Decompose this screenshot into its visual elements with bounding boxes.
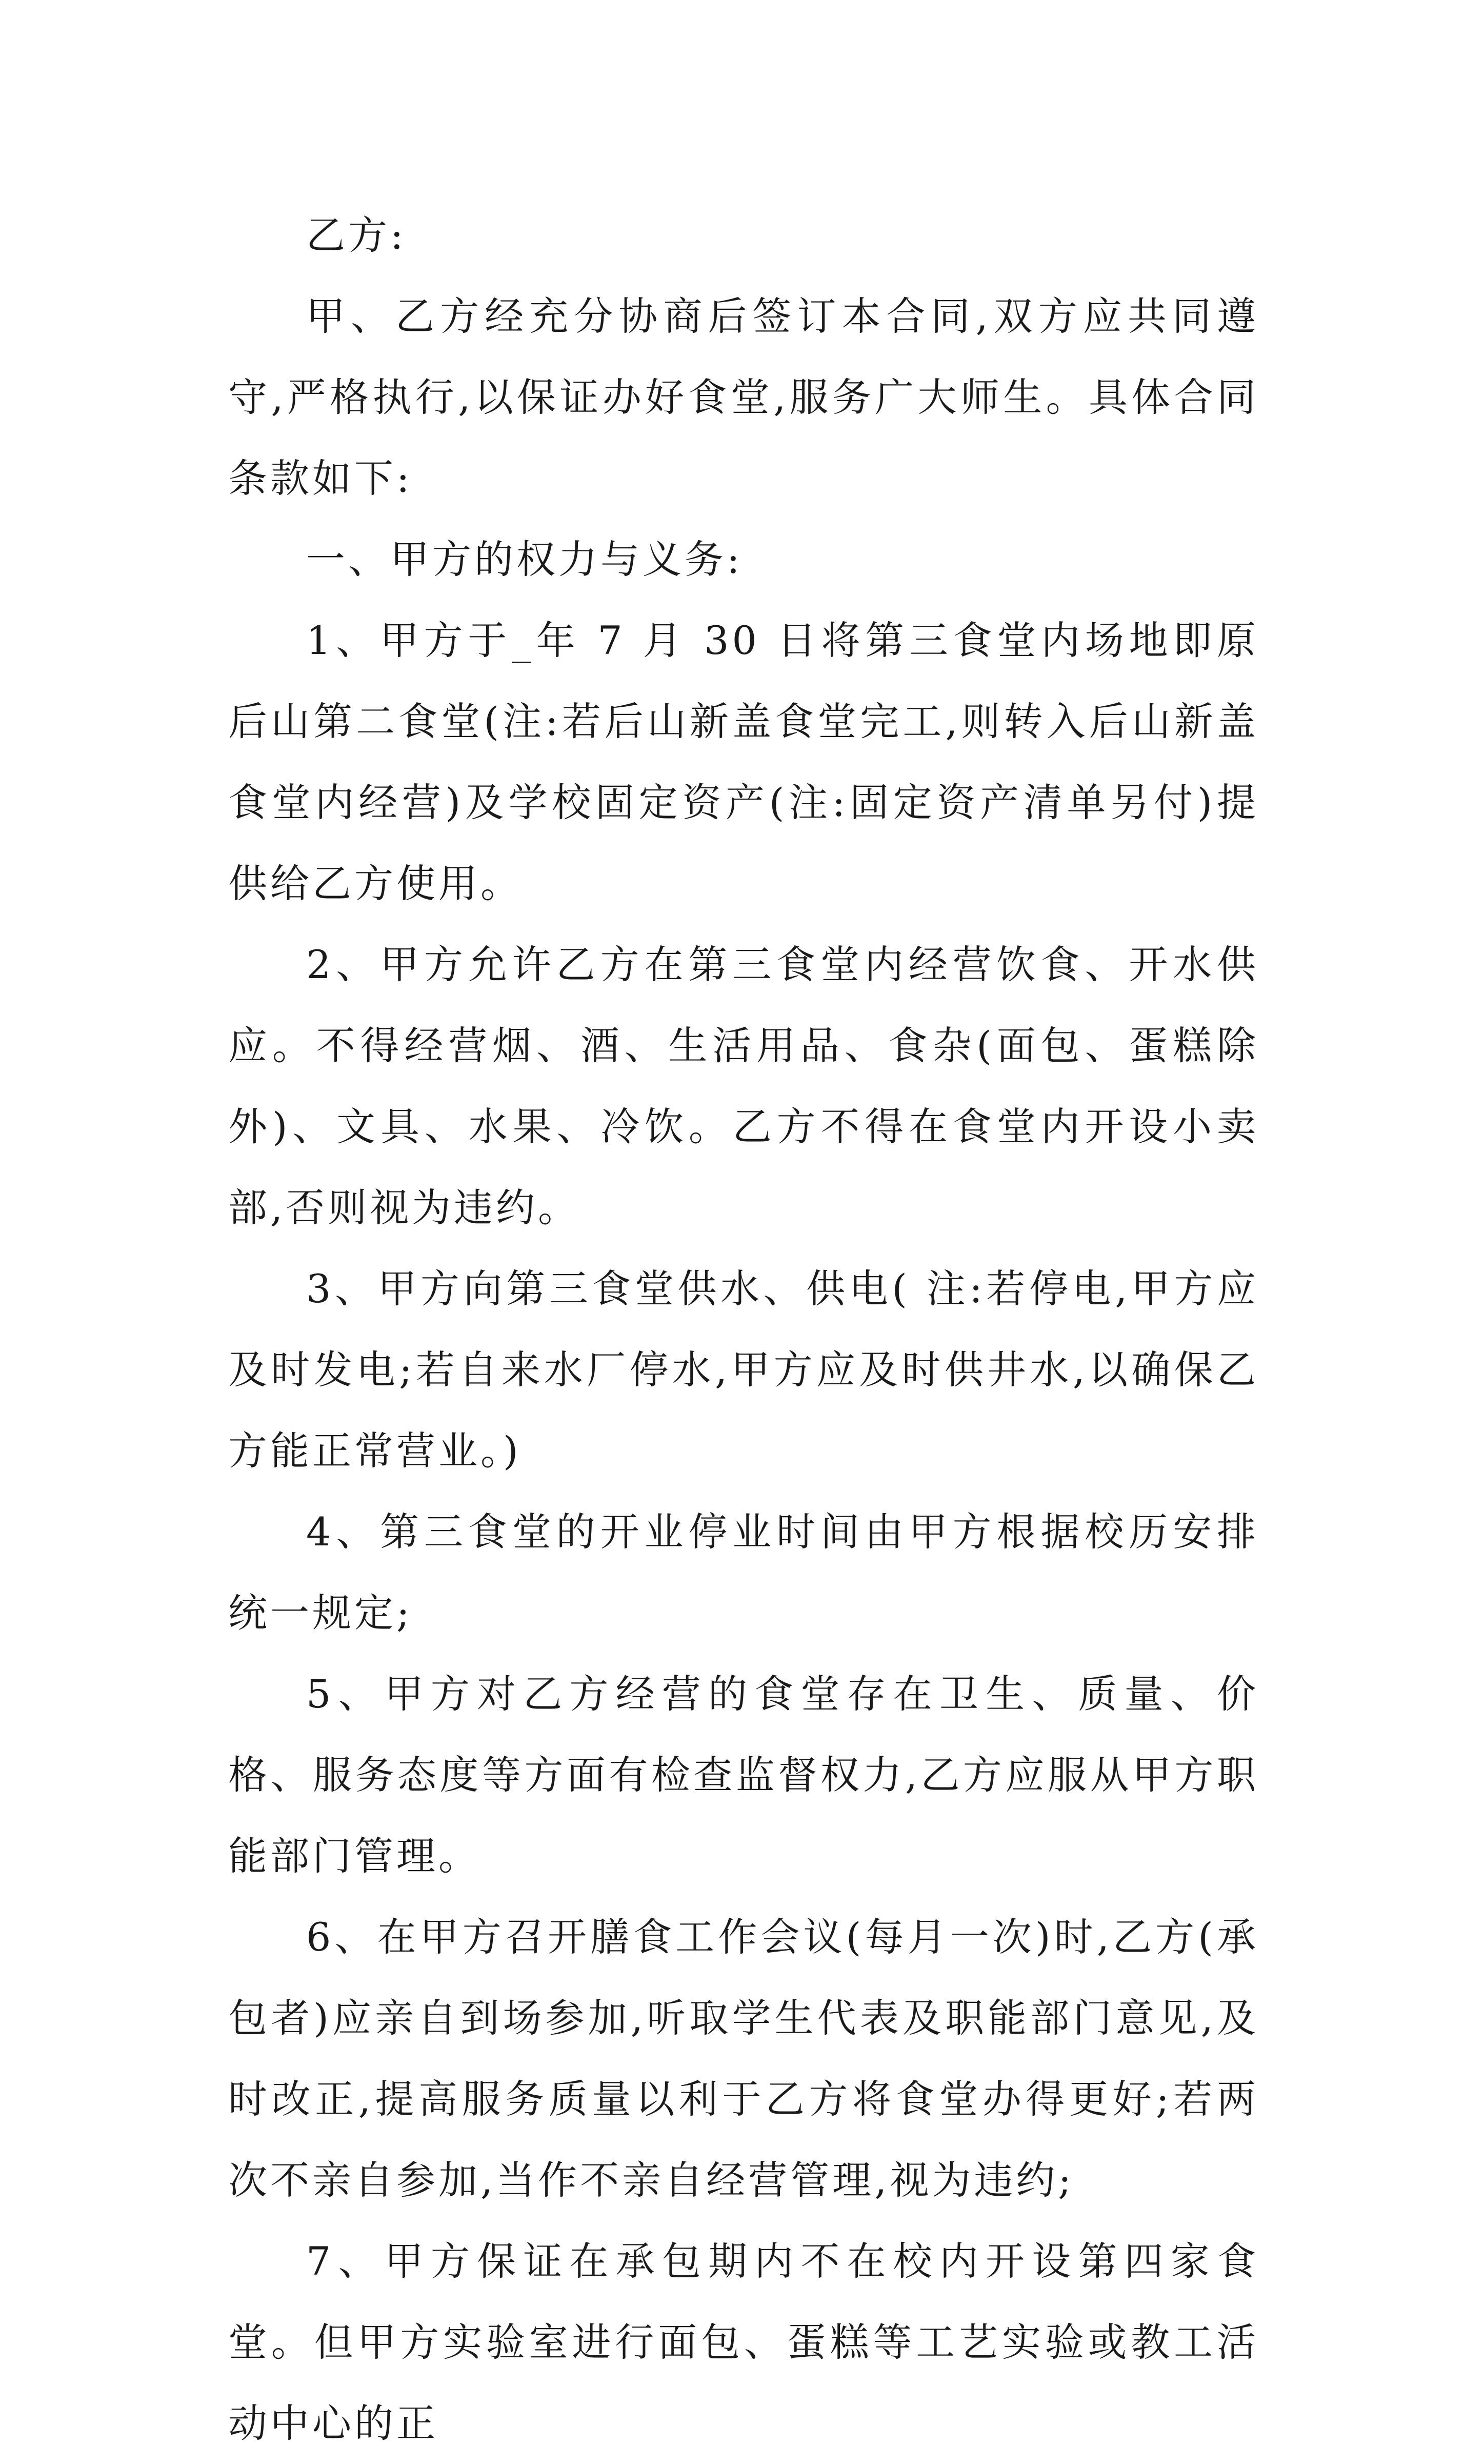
clause-5: 5、甲方对乙方经营的食堂存在卫生、质量、价格、服务态度等方面有检查监督权力,乙方应服从甲方职能部门管理。: [228, 1671, 1259, 1879]
paragraph-preamble: 甲、乙方经充分协商后签订本合同,双方应共同遵守,严格执行,以保证办好食堂,服务广大师生。具体合同条款如下:: [228, 293, 1259, 501]
clause-4: 4、第三食堂的开业停业时间由甲方根据校历安排统一规定;: [228, 1509, 1259, 1636]
section-heading-party-a-rights: 一、甲方的权力与义务:: [306, 536, 743, 582]
clause-3: 3、甲方向第三食堂供水、供电( 注:若停电,甲方应及时发电;若自来水厂停水,甲方应及时供井水,以确保乙方能正常营业。): [228, 1266, 1259, 1474]
paragraph-party-b: 乙方:: [306, 212, 407, 258]
clause-7: 7、甲方保证在承包期内不在校内开设第四家食堂。但甲方实验室进行面包、蛋糕等工艺实验或教工活动中心的正: [228, 2238, 1259, 2446]
document-body: [228, 195, 1259, 2464]
clause-1: 1、甲方于_年 7 月 30 日将第三食堂内场地即原后山第二食堂(注:若后山新盖食堂完工,则转入后山新盖食堂内经营)及学校固定资产(注:固定资产清单另付)提供给乙方使用。: [228, 618, 1259, 906]
clause-6: 6、在甲方召开膳食工作会议(每月一次)时,乙方(承包者)应亲自到场参加,听取学生代表及职能部门意见,及时改正,提高服务质量以利于乙方将食堂办得更好;若两次不亲自参加,当作不亲自经营管理,视为违约;: [228, 1914, 1259, 2203]
clause-2: 2、甲方允许乙方在第三食堂内经营饮食、开水供应。不得经营烟、酒、生活用品、食杂(面包、蛋糕除外)、文具、水果、冷饮。乙方不得在食堂内开设小卖部,否则视为违约。: [228, 942, 1259, 1230]
